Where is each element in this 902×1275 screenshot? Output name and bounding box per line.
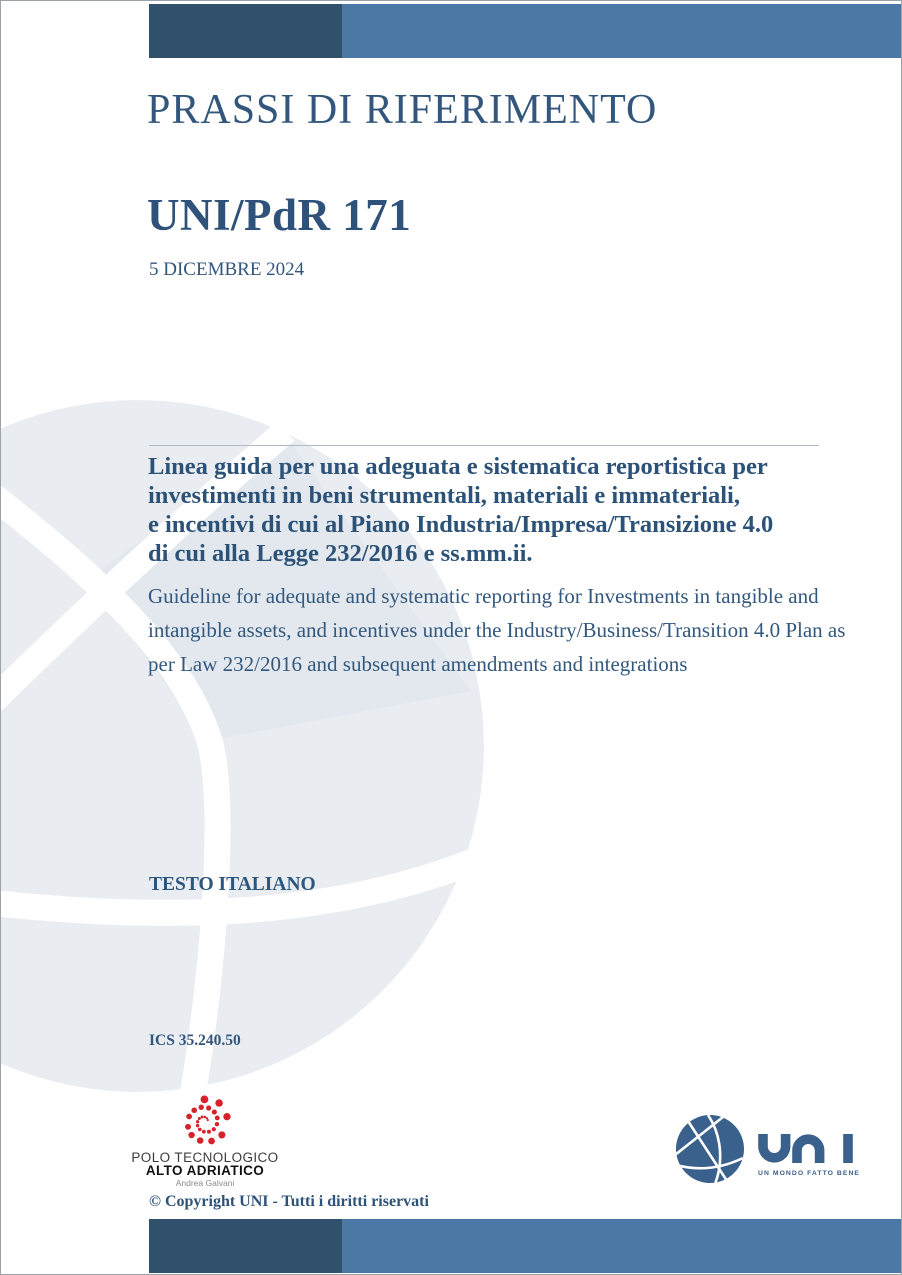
title-english <box>148 579 845 681</box>
polo-tecnologico-logo <box>129 1095 281 1189</box>
copyright-notice: © Copyright UNI - Tutti i diritti riservati <box>149 1193 429 1210</box>
polo-logo-line2: ALTO ADRIATICO <box>145 1163 265 1178</box>
title-divider-line <box>149 445 819 446</box>
title-italian <box>148 452 773 568</box>
bottom-bar-dark <box>149 1219 342 1273</box>
title-english-line: intangible assets, and incentives under the Industry/Business/Transition 4.0 Plan as <box>148 618 846 642</box>
title-italian-line: di cui alla Legge 232/2016 e ss.mm.ii. <box>148 540 533 567</box>
title-italian-line: investimenti in beni strumentali, materiali e immateriali, <box>148 482 740 509</box>
document-number: UNI/PdR 171 <box>147 190 412 240</box>
title-italian-line: Linea guida per una adeguata e sistematica reportistica per <box>148 453 768 480</box>
language-label: TESTO ITALIANO <box>149 874 316 895</box>
top-bar-light <box>342 4 902 58</box>
bottom-bar-light <box>342 1219 902 1273</box>
polo-logo-line3: Andrea Galvani <box>175 1178 235 1188</box>
uni-tagline: UN MONDO FATTO BENE <box>758 1170 861 1177</box>
top-bar-dark <box>149 4 342 58</box>
ics-code: ICS 35.240.50 <box>149 1032 241 1049</box>
title-english-line: per Law 232/2016 and subsequent amendments and integrations <box>148 652 688 676</box>
polo-logo-line1: POLO TECNOLOGICO <box>131 1150 279 1165</box>
title-english-line: Guideline for adequate and systematic reporting for Investments in tangible and <box>148 584 819 608</box>
title-italian-line: e incentivi di cui al Piano Industria/Impresa/Transizione 4.0 <box>148 511 774 538</box>
polo-spiral-icon <box>177 1095 233 1149</box>
document-series-title: PRASSI DI RIFERIMENTO <box>147 87 658 133</box>
publication-date: 5 DICEMBRE 2024 <box>149 259 305 280</box>
